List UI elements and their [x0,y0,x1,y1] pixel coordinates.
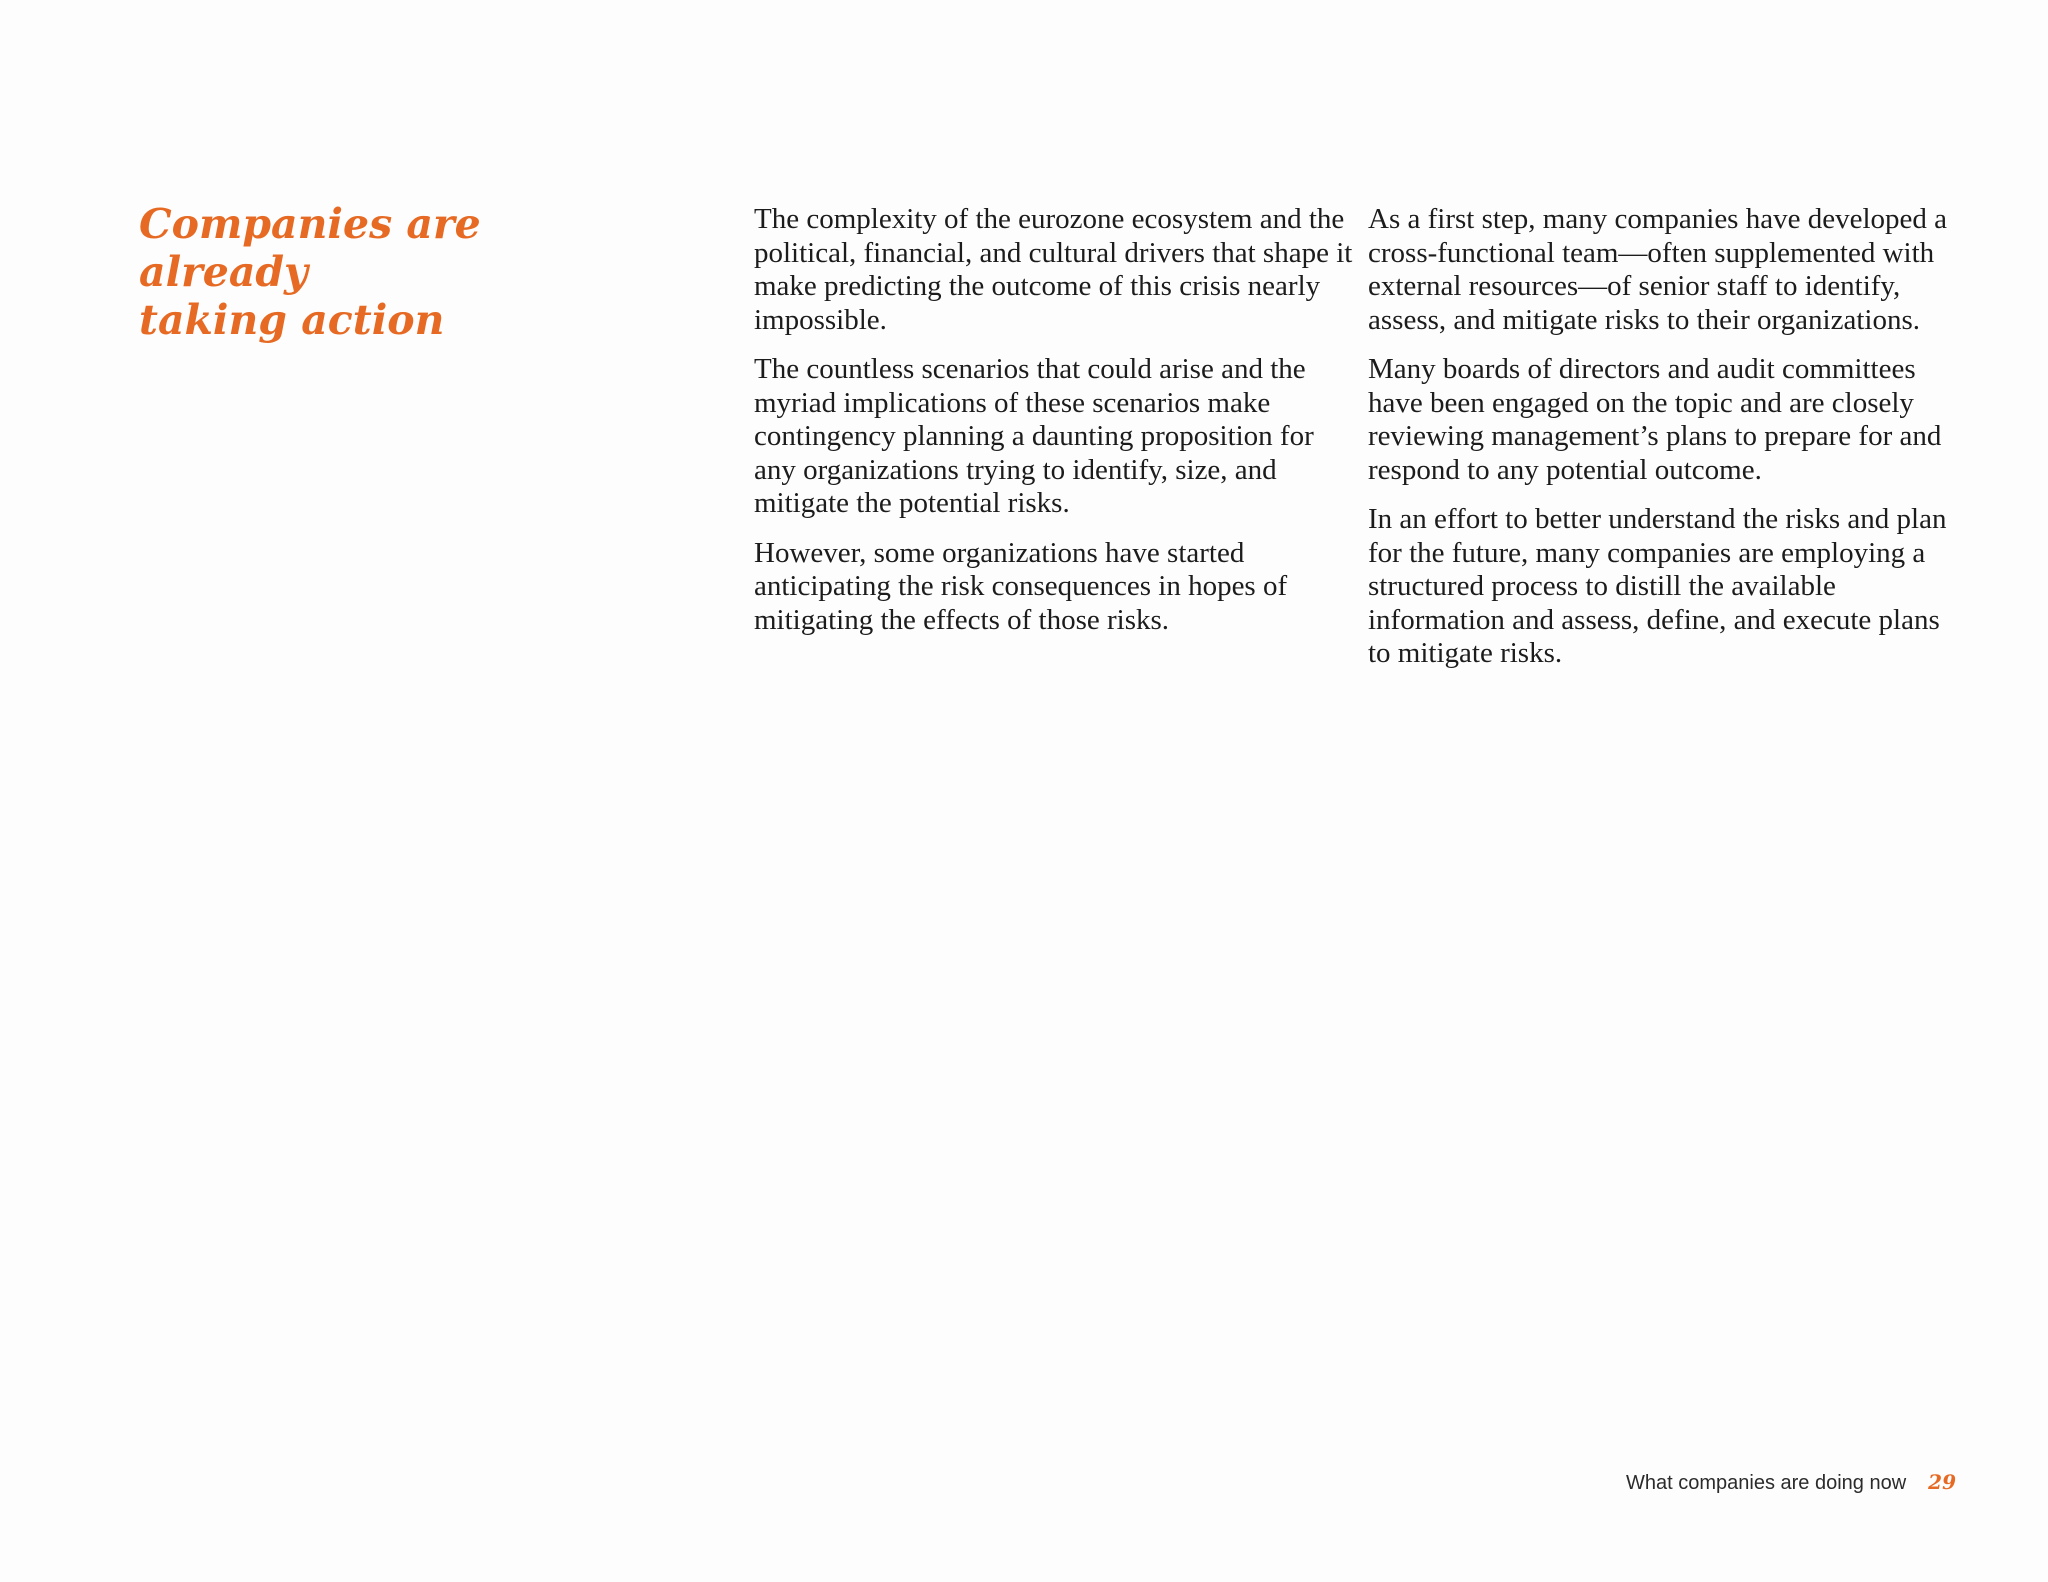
paragraph: However, some organizations have started anticipating the risk consequences in hopes of mitigating the effects of those risks. [754,536,1288,636]
paragraph: The complexity of the eurozone ecosystem and the political, financial, and cultural drivers that shape it make predicting the outcome of this crisis nearly impossible. [754,203,1353,336]
paragraph: As a first step, many companies have developed a cross-functional team—often supplemented with external resources—of senior staff to identify, assess, and mitigate risks to their organizations. [1368,203,1948,336]
paragraph: In an effort to better understand the risks and plan for the future, many companies are employing a structured process to distill the available information and assess, define, and execute plans to mitigate risks. [1368,503,1947,669]
body-column-left [754,203,1354,653]
heading-line-1: Companies are already [139,200,481,296]
paragraph: Many boards of directors and audit committees have been engaged on the topic and are closely reviewing management’s plans to prepare for and respond to any potential outcome. [1368,353,1942,486]
page-number: 29 [1928,1470,1956,1494]
paragraph: The countless scenarios that could arise and the myriad implications of these scenarios make contingency planning a daunting proposition for any organizations trying to identify, size, and mitigate the potential risks. [754,353,1314,519]
footer-section-title: What companies are doing now [1626,1472,1907,1494]
body-column-right [1368,203,1968,687]
heading-line-2: taking action [139,296,445,344]
page-footer [1626,1470,1956,1495]
section-heading [139,200,639,344]
